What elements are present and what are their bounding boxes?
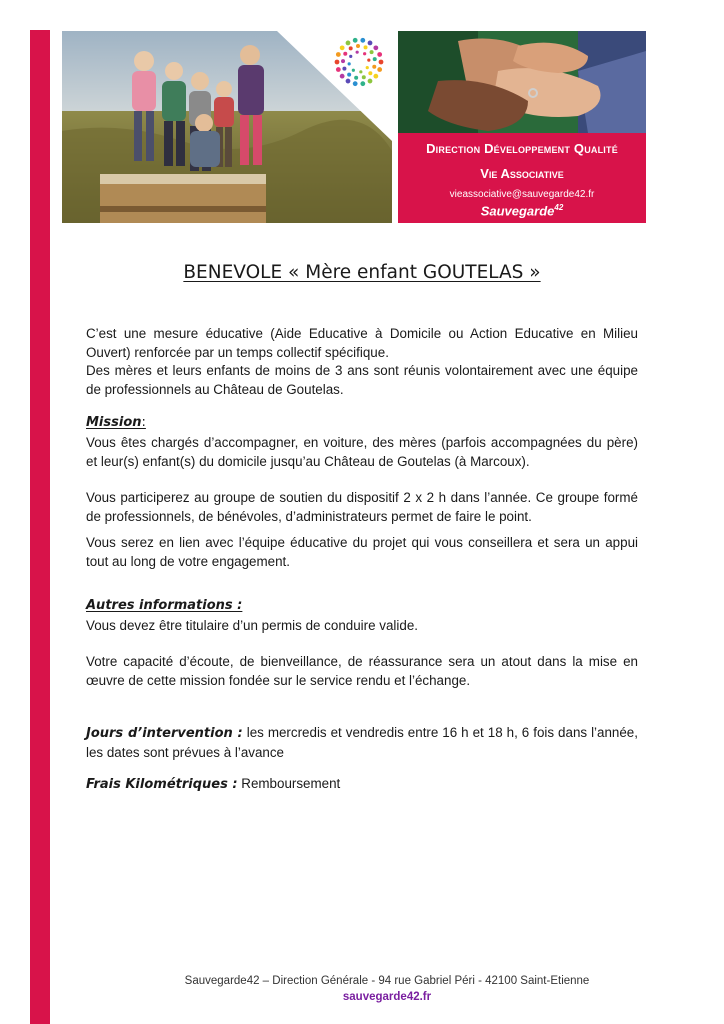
mission-paragraph-2: Vous participerez au groupe de soutien du dispositif 2 x 2 h dans l’année. Ce groupe formé de professionnels, de bénévoles, d’administrateurs permet de faire le point. [86, 490, 638, 524]
banner-email[interactable]: vieassociative@sauvegarde42.fr [449, 189, 595, 200]
logo-dot [379, 60, 384, 65]
logo-dot [336, 67, 341, 72]
left-accent-bar [30, 30, 50, 1024]
frais-text: Remboursement [237, 776, 341, 791]
logo-dot [368, 79, 373, 84]
banner-vie-associative: Vie Associative [480, 166, 564, 181]
logo-dot [356, 51, 359, 54]
logo-dot [340, 74, 345, 79]
mission-paragraph-3: Vous serez en lien avec l’équipe éducative du projet qui vous conseillera et sera un appui tout au long de votre engagement. [86, 535, 638, 569]
logo-dot [373, 74, 378, 79]
brand-number: 42 [554, 203, 564, 212]
logo-dot [360, 81, 365, 86]
logo-dot [359, 70, 362, 73]
logo-dot [347, 73, 351, 77]
jours-text: les mercredis et vendredis entre 16 h et 18 h, 6 fois dans l’année, les dates sont prévues à l’avance [86, 725, 638, 760]
banner-brand [398, 203, 646, 218]
logo-dot [348, 62, 351, 65]
mission-paragraph-1: Vous êtes chargés d’accompagner, en voiture, des mères (parfois accompagnées du père) et leur(s) enfant(s) du domicile jusqu’au Château de Goutelas (à Marcoux). [86, 435, 638, 469]
banner-info-box [398, 133, 646, 223]
logo-dot [349, 46, 353, 50]
logo-dot [352, 69, 355, 72]
autres-heading: Autres informations : [86, 598, 243, 613]
logo-dot [346, 79, 351, 84]
logo-dot [341, 59, 345, 63]
logo-dot [360, 38, 365, 43]
logo-dot [342, 67, 346, 71]
logo-dot [336, 52, 341, 57]
logo-dot [367, 59, 370, 62]
sauvegarde-logo [334, 37, 384, 87]
banner-direction: Direction Développement Qualité [426, 141, 618, 156]
logo-dot [364, 45, 368, 49]
document-title: BENEVOLE « Mère enfant GOUTELAS » [183, 262, 541, 283]
logo-dot [353, 38, 358, 43]
logo-dot [349, 55, 352, 58]
intro-paragraph-1: C’est une mesure éducative (Aide Educative à Domicile ou Action Educative en Milieu Ouvert) renforcée par un temps collectif spécifique. [86, 326, 638, 360]
logo-dot [343, 52, 347, 56]
logo-dot [340, 45, 345, 50]
jours-intervention [86, 724, 638, 762]
logo-dot [377, 52, 382, 57]
jours-label: Jours d’intervention : [86, 726, 243, 741]
brand-name: Sauvegarde [480, 203, 555, 219]
logo-dot [346, 41, 351, 46]
mission-heading-text: Mission [86, 415, 142, 430]
logo-dot [356, 44, 360, 48]
logo-dot [373, 45, 378, 50]
logo-dot [370, 50, 374, 54]
logo-dot [368, 71, 372, 75]
frais-kilometriques [86, 775, 638, 795]
logo-dot [372, 65, 376, 69]
logo-dot [363, 52, 366, 55]
footer-website-link[interactable]: sauvegarde42.fr [342, 991, 432, 1003]
logo-dot [373, 57, 377, 61]
mission-heading [86, 415, 146, 430]
page-footer [62, 973, 712, 1005]
mission-colon: : [141, 415, 146, 430]
logo-dot [377, 67, 382, 72]
logo-dot [335, 60, 340, 65]
frais-label: Frais Kilométriques : [86, 777, 238, 792]
intro-paragraph-2: Des mères et leurs enfants de moins de 3 ans sont réunis volontairement avec une équipe de professionnels au Château de Goutelas. [86, 363, 638, 397]
logo-dot [362, 75, 366, 79]
autres-paragraph-1: Vous devez être titulaire d’un permis de conduire valide. [86, 618, 418, 633]
logo-dot [366, 66, 369, 69]
intro-section [86, 325, 638, 399]
logo-dot [353, 81, 358, 86]
footer-address: Sauvegarde42 – Direction Générale - 94 rue Gabriel Péri - 42100 Saint-Etienne [184, 975, 590, 987]
autres-paragraph-2: Votre capacité d’écoute, de bienveillance, de réassurance sera un atout dans la mise en œuvre de cette mission fondée sur le service rendu et l’échange. [86, 654, 638, 688]
logo-dot [354, 76, 358, 80]
logo-dot [368, 41, 373, 46]
header-banner [62, 31, 646, 223]
hands-photo [398, 31, 646, 133]
